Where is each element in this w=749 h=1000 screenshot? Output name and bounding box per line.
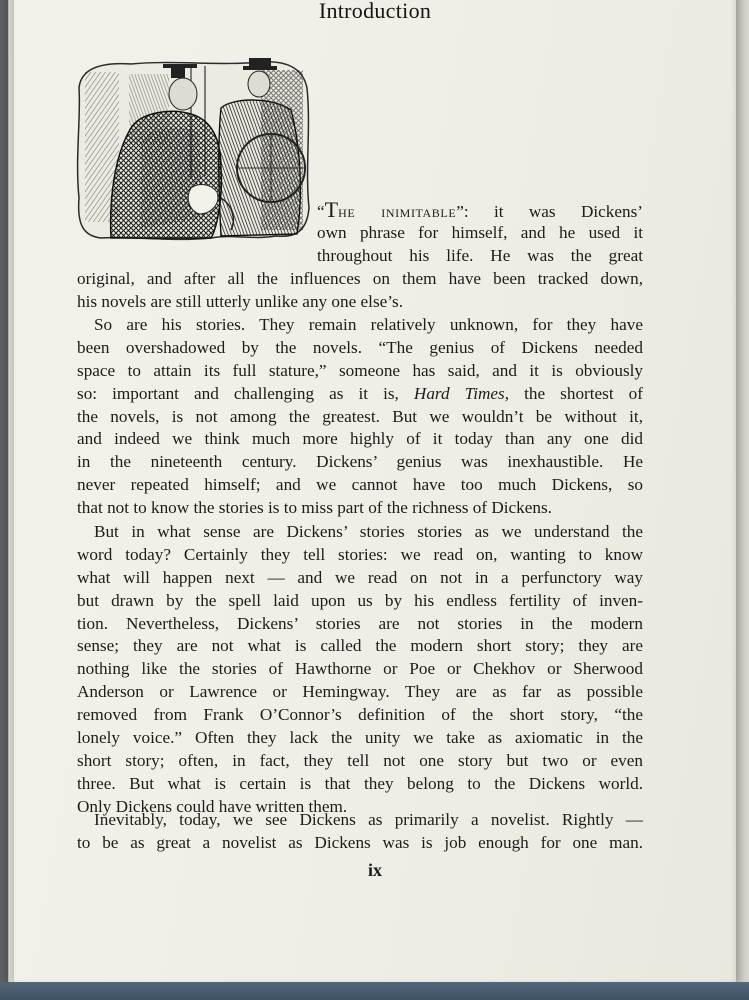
text-line: But in what sense are Dickens’ stories stories as we understand the [94,522,643,541]
text-line: his novels are still utterly unlike any one else’s. [77,291,404,311]
small-caps-text: he inimitable [338,202,457,221]
text-line: word today? Certainly they tell stories: we read on, wanting to know [77,544,643,564]
text-line: sense; they are not what is called the modern short story; they are [77,636,643,656]
paragraph-1 [77,199,643,313]
text-line: throughout his life. He was the great [317,245,643,265]
background-strip [0,982,749,1000]
text-line: in the nineteenth century. Dickens’ genius was inexhaustible. He [77,452,643,472]
text-line: to be as great a novelist as Dickens was is job enough for one man. [77,832,643,852]
line-post: the shortest of [509,383,643,403]
text-line: Anderson or Lawrence or Hemingway. They are as far as possible [77,682,643,702]
book-page [14,0,736,982]
text-line: and indeed we think much more highly of it today than any one did [77,429,643,449]
text-line: removed from Frank O’Connor’s definition of the short story, “the [77,705,643,725]
text-line: never repeated himself; and we cannot have too much Dickens, so [77,475,643,495]
paragraph-3 [77,521,643,819]
text-line: that not to know the stories is to miss part of the richness of Dickens. [77,498,552,518]
text-line: So are his stories. They remain relatively unknown, for they have [94,315,643,334]
text-line [77,383,643,406]
text-line: Inevitably, today, we see Dickens as primarily a novelist. Rightly — [94,810,643,829]
text-line: three. But what is certain is that they belong to the Dickens world. [77,773,643,793]
text-line: but drawn by the spell laid upon us by his endless fertility of inven- [77,590,643,610]
text-line: space to attain its full stature,” someone has said, and it is obviously [77,360,643,380]
text-line: tion. Nevertheless, Dickens’ stories are not stories in the modern [77,613,643,633]
text-line: been overshadowed by the novels. “The genius of Dickens needed [77,337,643,357]
line-pre: so: important and challenging as it is, [77,383,414,403]
open-quote: “ [317,202,325,221]
text-line: the novels, is not among the greatest. But we wouldn’t be without it, [77,406,643,426]
text-line: Only Dickens could have written them. [77,796,348,816]
page-number: ix [367,860,382,880]
paragraph-2 [77,314,643,520]
text-line: nothing like the stories of Hawthorne or Poe or Chekhov or Sherwood [77,659,643,679]
paragraph-4 [77,809,643,855]
italic-title: Hard Times, [413,383,510,403]
text-line: own phrase for himself, and he used it [317,222,643,242]
text-line: original, and after all the influences on them have been tracked down, [77,268,643,288]
drop-letter: T [324,197,339,222]
text-line: lonely voice.” Often they lack the unity we take as axiomatic in the [77,728,643,748]
text-line: what will happen next — and we read on not in a perfunctory way [77,567,643,587]
text-line [317,199,643,222]
line-rest: ”: it was Dickens’ [456,202,643,221]
chapter-title: Introduction [318,0,432,23]
text-line: short story; often, in fact, they tell not one story but two or even [77,750,643,770]
